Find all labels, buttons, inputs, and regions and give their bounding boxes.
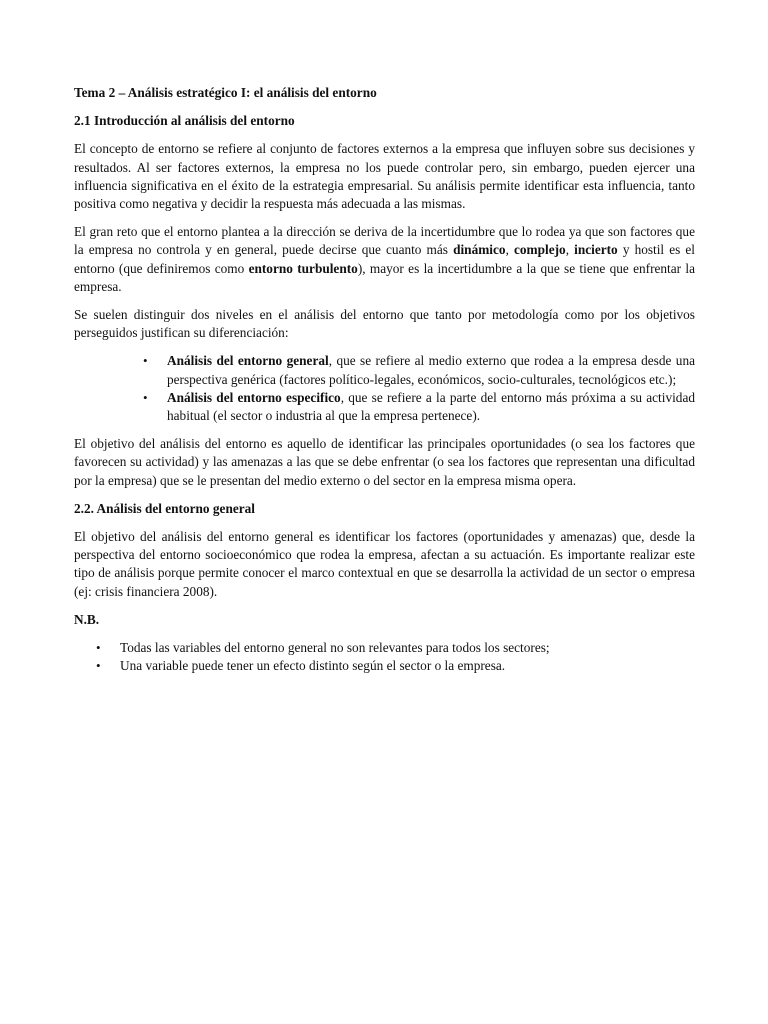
section-1-paragraph-1: El concepto de entorno se refiere al conjunto de factores externos a la empresa que influyen sobre sus decisiones y resultados. Al ser factores externos, la empresa no los puede controlar pero, sin embargo, pueden ejercer una influencia significativa en el éxito de la estrategia empresarial. Su análisis permite identificar esta influencia, tanto positiva como negativa y decidir la respuesta más adecuada a las mismas. <box>74 141 695 212</box>
list-item <box>96 639 695 657</box>
nb-heading: N.B. <box>74 611 100 627</box>
list-item-text: Todas las variables del entorno general no son relevantes para todos los sectores; <box>120 640 550 656</box>
bullet-icon: • <box>143 389 148 405</box>
section-1-heading: 2.1 Introducción al análisis del entorno <box>74 113 295 129</box>
bold-term-complejo: complejo <box>514 242 566 258</box>
text-run: y hostil es el entorno (que definiremos como <box>74 242 695 276</box>
text-run: , <box>565 242 575 258</box>
list-item-text: , que se refiere a la parte del entorno más próxima a su actividad habitual (el sector o industria al que la empresa pertenece). <box>167 389 695 424</box>
text-run: , <box>505 242 514 258</box>
list-item <box>96 657 695 675</box>
bold-term-entorno-turbulento: entorno turbulento <box>248 260 358 276</box>
list-item-text: Una variable puede tener un efecto distinto según el sector o la empresa. <box>120 658 506 674</box>
document-page <box>74 84 695 685</box>
list-item-text: , que se refiere al medio externo que rodea a la empresa desde una perspectiva genérica (factores político-legales, económicos, socio-culturales, tecnológicos etc.); <box>167 353 696 387</box>
bullet-icon: • <box>143 353 148 369</box>
list-item-bold: Análisis del entorno especifico <box>167 389 341 405</box>
section-1-paragraph-3: Se suelen distinguir dos niveles en el análisis del entorno que tanto por metodología como por los objetivos perseguidos justifican su diferenciación: <box>74 307 695 341</box>
list-item-bold: Análisis del entorno general <box>167 353 329 369</box>
bullet-icon: • <box>96 640 101 656</box>
section-2-heading: 2.2. Análisis del entorno general <box>74 500 255 516</box>
nb-list <box>74 639 695 675</box>
list-item <box>143 352 696 388</box>
list-item <box>143 389 695 425</box>
bold-term-dinamico: dinámico <box>453 242 506 258</box>
text-run: El gran reto que el entorno plantea a la dirección se deriva de la incertidumbre que lo rodea ya que son factores que la empresa no controla y en general, puede decirse que cuanto más <box>74 224 695 258</box>
text-run: ), mayor es la incertidumbre a la que se tiene que enfrentar la empresa. <box>74 260 696 294</box>
bullet-icon: • <box>96 658 101 674</box>
section-1-paragraph-2 <box>74 223 695 296</box>
bold-term-incierto: incierto <box>574 242 618 258</box>
section-1-paragraph-4: El objetivo del análisis del entorno es aquello de identificar las principales oportunidades (o sea los factores que favorecen su actividad) y las amenazas a las que se debe enfrentar (o sea los factores que representan una dificultad por la empresa) que se le presentan del medio externo o del sector en la empresa misma opera. <box>74 436 695 488</box>
section-2-paragraph-1: El objetivo del análisis del entorno general es identificar los factores (oportunidades y amenazas) que, desde la perspectiva del entorno socioeconómico que rodea la empresa, afectan a su actuación. Es importante realizar este tipo de análisis porque permite conocer el marco contextual en que se desarrolla la actividad de un sector o empresa (ej: crisis financiera 2008). <box>74 529 695 599</box>
document-title: Tema 2 – Análisis estratégico I: el análisis del entorno <box>74 85 377 100</box>
analysis-levels-list <box>74 352 695 425</box>
